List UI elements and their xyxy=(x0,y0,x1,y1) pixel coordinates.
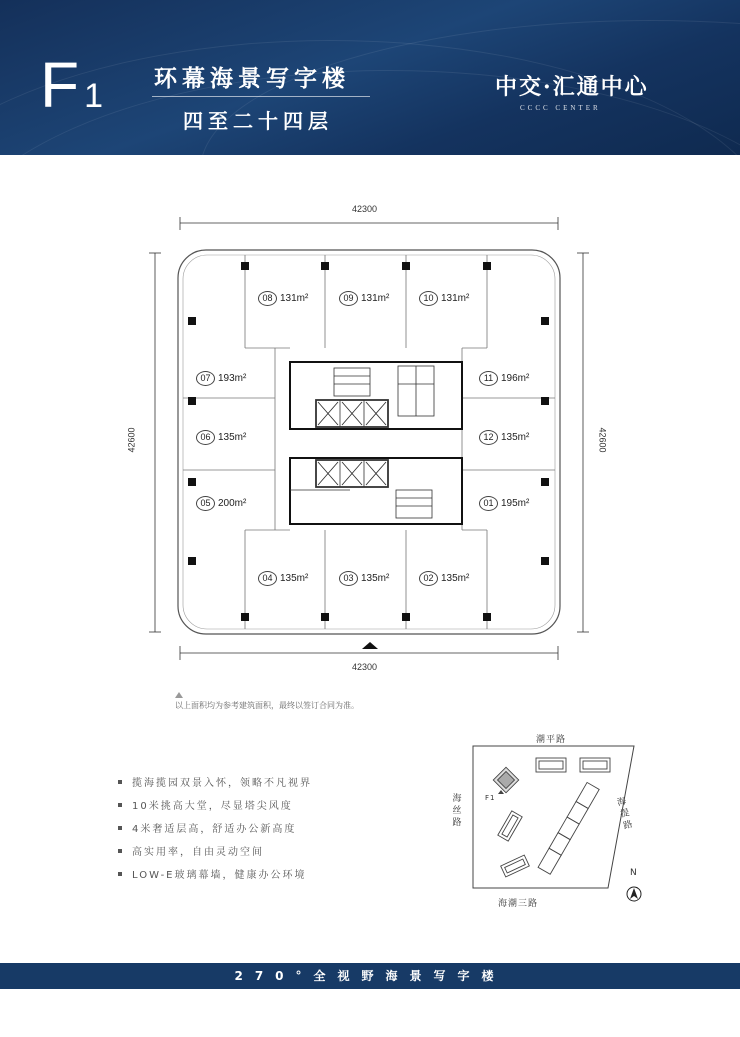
area-note-text: 以上面积均为参考建筑面积，最终以签订合同为准。 xyxy=(175,701,359,710)
unit-label: 11 196m² xyxy=(479,371,529,386)
entrance-marker xyxy=(362,642,378,649)
feature-list xyxy=(118,770,312,885)
bullet-icon xyxy=(118,803,122,807)
unit-label: 05 200m² xyxy=(196,496,246,511)
bullet-icon xyxy=(118,849,122,853)
page-subtitle: 四至二十四层 xyxy=(183,109,333,133)
dimension-right: 42600 xyxy=(597,427,608,453)
site-map xyxy=(440,728,670,918)
feature-item: 揽海揽园双景入怀，领略不凡视界 xyxy=(118,770,312,793)
brand-logo: 中交·汇通中心 xyxy=(495,74,649,100)
feature-item: 高实用率，自由灵动空间 xyxy=(118,839,312,862)
site-map-drawing xyxy=(440,728,670,918)
unit-label: 04 135m² xyxy=(258,571,308,586)
triangle-icon xyxy=(175,692,183,698)
building-marker-label: F1 xyxy=(485,794,496,802)
area-note xyxy=(175,700,359,711)
page-title: 环幕海景写字楼 xyxy=(154,66,350,92)
header-banner xyxy=(0,0,740,155)
footer-banner: 270°全视野海景写字楼 xyxy=(0,963,740,989)
unit-label: 12 135m² xyxy=(479,430,529,445)
unit-label: 06 135m² xyxy=(196,430,246,445)
feature-item: 10米挑高大堂，尽显塔尖风度 xyxy=(118,793,312,816)
feature-item: LOW-E玻璃幕墙，健康办公环境 xyxy=(118,862,312,885)
unit-label: 09 131m² xyxy=(339,291,389,306)
floor-code-letter: F xyxy=(40,49,81,121)
brand-logo-en: CCCC CENTER xyxy=(520,104,601,112)
floor-plan xyxy=(0,190,740,710)
unit-label: 08 131m² xyxy=(258,291,308,306)
bullet-icon xyxy=(118,872,122,876)
unit-label: 01 195m² xyxy=(479,496,529,511)
dimension-bottom: 42300 xyxy=(352,662,378,672)
bullet-icon xyxy=(118,826,122,830)
north-arrow xyxy=(627,887,641,901)
unit-label: 07 193m² xyxy=(196,371,246,386)
dimension-top: 42300 xyxy=(352,204,378,214)
road-label-left: 海丝路 xyxy=(452,794,462,828)
feature-item: 4米奢适层高，舒适办公新高度 xyxy=(118,816,312,839)
road-label-right: 海提路 xyxy=(616,796,634,832)
unit-label: 02 135m² xyxy=(419,571,469,586)
unit-label: 10 131m² xyxy=(419,291,469,306)
dimension-left: 42600 xyxy=(126,427,137,453)
floor-plan-drawing xyxy=(0,190,740,710)
floor-code xyxy=(40,48,103,122)
north-label: N xyxy=(630,868,638,878)
bullet-icon xyxy=(118,780,122,784)
unit-label: 03 135m² xyxy=(339,571,389,586)
road-label-top: 潮平路 xyxy=(536,735,567,745)
title-divider xyxy=(152,96,370,97)
floor-code-number: 1 xyxy=(84,77,104,115)
road-label-bottom: 海潮三路 xyxy=(498,899,539,909)
